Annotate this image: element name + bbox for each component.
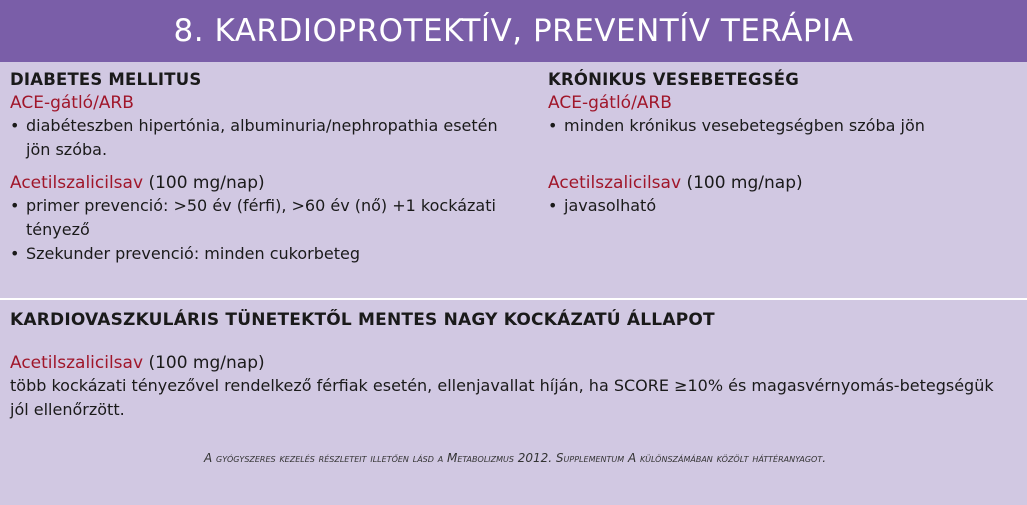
drug-ace-arb-label: ACE-gátló/ARB xyxy=(548,93,672,113)
bullet-item: • primer prevenció: >50 év (férfi), >60 év (nő) +1 kockázati tényező xyxy=(10,194,520,242)
drug-name: Acetilszalicilsav xyxy=(10,173,144,193)
page-title: 8. KARDIOPROTEKTÍV, PREVENTÍV TERÁPIA xyxy=(0,0,1027,62)
section-title-high-risk: KARDIOVASZKULÁRIS TÜNETEKTŐL MENTES NAGY KOCKÁZATÚ ÁLLAPOT xyxy=(10,310,715,330)
bullet-item: • minden krónikus vesebetegségben szóba jön xyxy=(548,114,1018,138)
drug-asa-label xyxy=(548,172,1018,194)
bullet-item: • diabéteszben hipertónia, albuminuria/nephropathia esetén jön szóba. xyxy=(10,114,520,162)
footnote: A gyógyszeres kezelés részleteit illetően lásd a Metabolizmus 2012. Supplementum A különszámában közölt háttéranyagot. xyxy=(203,451,827,465)
ckd-section xyxy=(548,66,1018,218)
section-title-ckd: KRÓNIKUS VESEBETEGSÉG xyxy=(548,70,799,89)
drug-dose: (100 mg/nap) xyxy=(686,173,803,193)
drug-asa-label xyxy=(10,352,1015,374)
drug-dose: (100 mg/nap) xyxy=(148,173,265,193)
section-body-text: több kockázati tényezővel rendelkező férfiak esetén, ellenjavallat híján, ha SCORE ≥10% és magasvérnyomás-betegségük jól ellenőrzött. xyxy=(10,376,994,419)
drug-asa-label xyxy=(10,172,520,194)
high-risk-section xyxy=(10,306,1015,422)
diabetes-section xyxy=(10,66,520,266)
bullet-item: • Szekunder prevenció: minden cukorbeteg xyxy=(10,242,520,266)
drug-dose: (100 mg/nap) xyxy=(148,353,265,373)
section-title-diabetes: DIABETES MELLITUS xyxy=(10,70,202,89)
drug-name: Acetilszalicilsav xyxy=(10,353,144,373)
drug-ace-arb-label: ACE-gátló/ARB xyxy=(10,93,134,113)
drug-name: Acetilszalicilsav xyxy=(548,173,682,193)
bullet-item: • javasolható xyxy=(548,194,1018,218)
section-divider xyxy=(0,298,1027,300)
